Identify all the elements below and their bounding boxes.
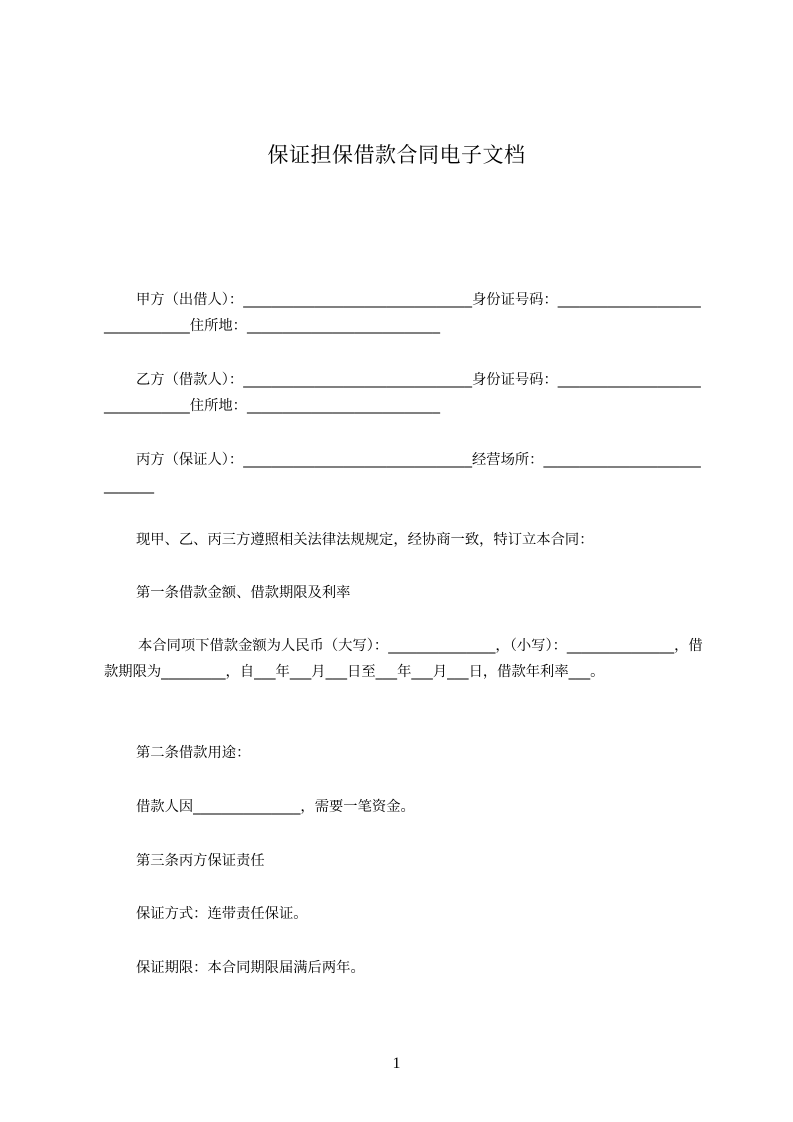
article1-body: 本合同项下借款金额为人民币（大写）：_______________，（小写）：_______________，借款期限为_________，自___年___月___日至___年___月___日，借款年利率___。 xyxy=(104,638,703,680)
intro-paragraph: 现甲、乙、丙三方遵照相关法律法规规定，经协商一致，特订立本合同： xyxy=(136,532,594,548)
party-c-paragraph: 丙方（保证人）：________________________________经营场所：_____________________________ xyxy=(104,452,701,494)
guarantee-period: 保证期限：本合同期限届满后两年。 xyxy=(136,960,365,976)
article1-heading: 第一条借款金额、借款期限及利率 xyxy=(136,585,351,601)
document-title: 保证担保借款合同电子文档 xyxy=(267,143,526,167)
party-b-paragraph: 乙方（借款人）：________________________________身份证号码：________________________________住所地：___________________________ xyxy=(104,372,701,414)
party-a-paragraph: 甲方（出借人）：________________________________身份证号码：________________________________住所地：___________________________ xyxy=(104,292,701,334)
article3-heading: 第三条丙方保证责任 xyxy=(136,853,265,869)
article2-body: 借款人因_______________，需要一笔资金。 xyxy=(136,799,415,815)
guarantee-method: 保证方式：连带责任保证。 xyxy=(136,906,308,922)
article2-heading: 第二条借款用途： xyxy=(136,745,251,761)
page-number: 1 xyxy=(392,1055,401,1072)
